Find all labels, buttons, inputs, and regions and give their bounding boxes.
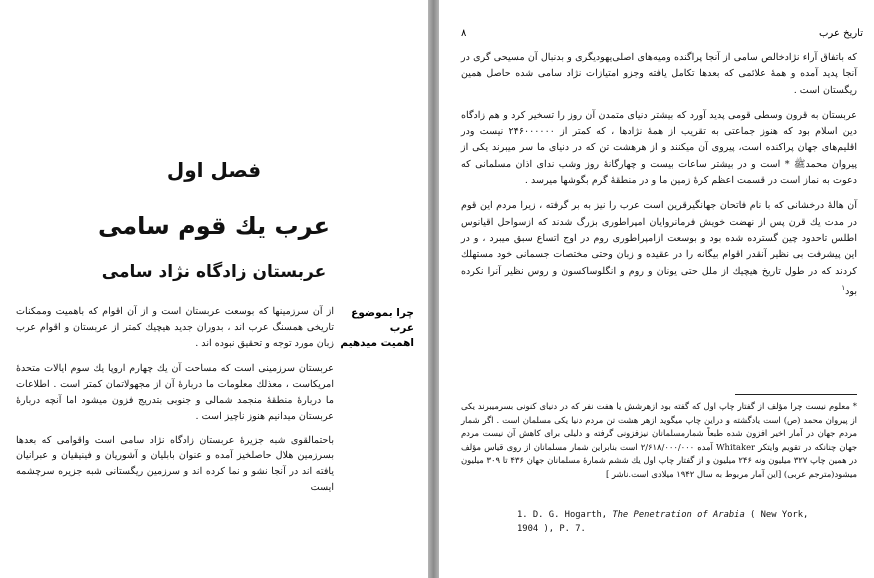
footnote-translator: * معلوم نيست چرا مؤلف از گفتار چاپ اول كه گفته بود ازهرشش يا هفت نفر كه در دنياى كنونى بسرميبرند يكى از پيروان محمد (ص) است يادگشته و دراين چاپ ميگويد ازهر هشت تن مردم دنيا يكى مسلمان است . اگر شمار مردم جهان در آمار اخير افزون شده طبعاً شمارمسلمانان نيزفزونى گرفته و دليلى براى كاهش آن نيست مردم جهان چنانكه در تقويم وايتكر Whitaker آمده ۲/۶۱۸/۰۰۰/۰۰۰ است بنابراين شمار مسلمانان از روى قياس مؤلف در همين چاپ ۳۲۷ ميليون ونه ۲۴۶ ميليون و از گفتار چاپ اول يك ششم شمارهٔ مسلمانان جهان ۴۳۶ تا ۳۰۹ ميليون ميشود(مترجم عربى) [اين آمار مربوط به سال ۱۹۴۲ ميلادى است.ناشر ] xyxy=(461,401,857,479)
side-heading xyxy=(340,306,414,351)
running-title: تاريخ عرب xyxy=(819,28,863,39)
footnote-author: 1. D. G. Hogarth, xyxy=(517,510,608,520)
side-heading-line-1: چرا بموضوع عرب xyxy=(351,307,414,334)
right-body-text xyxy=(461,50,857,300)
footnote-publisher: ( New York, xyxy=(750,510,809,520)
chapter-heading: فصل اول xyxy=(166,158,262,182)
footnote-book-title: The Penetration of Arabia xyxy=(612,510,745,520)
side-heading-line-2: اهميت ميدهيم xyxy=(340,337,414,349)
page-number: ۸ xyxy=(461,28,467,39)
right-paragraph-2: عربستان به قرون وسطى قومى پديد آورد كه بيشتر دنياى متمدن آن روز را تسخير كرد و هم زادگاه دين اسلام بود كه هنوز جماعتى به تقريب از همهٔ نژادها ، كه كمتر از ۲۴۶۰۰۰۰۰۰ نيست ودر اقليم‌هاى جهان پراكنده است، پيروى آن ميكنند و از هرهشت تن كه در دنياى ما سر ميبرند يكى از پيروان محمدﷺ * است و در بيشتر ساعات بيست و چهارگانهٔ روز وشب نداى اذان مسلمانى كه دعوت به نماز است در قسمت اعظم كرهٔ زمين ما و در منطقهٔ گرم بگوشها ميرسد . xyxy=(461,109,857,187)
footnote-rule xyxy=(735,394,857,395)
left-paragraph-2: عربستان سرزمينى است كه مساحت آن يك چهارم اروپا يك سوم اياﻻت متحدهٔ امريكاست ، معذلك معلومات ما دربارهٔ آن از مجهوﻻتمان كمتر است . اطلاعات ما دربارهٔ منطقهٔ منجمد شمالى و جنوبى بتدريج فزون ميشود اما آنچه دربارهٔ عربستان ميدانيم هنوز ناچيز است . xyxy=(16,363,334,422)
left-body-text xyxy=(16,304,334,496)
left-page xyxy=(0,0,428,578)
running-header xyxy=(461,28,863,39)
right-page xyxy=(439,0,874,578)
left-paragraph-1: از آن سرزمينها كه بوسعت عربستان است و از آن اقوام كه باهميت وممكنات تاريخى همسنگ عرب اند ، بدوران جديد هيچيك كمتر از عربستان و اقوام عرب زبان مورد توجه و تحقيق نبوده اند . xyxy=(16,306,334,349)
chapter-title: عرب يك قوم سامى xyxy=(98,212,330,240)
right-paragraph-3-text: آن هالهٔ درخشانى كه با نام فاتحان جهانگيرقرين است عرب را نيز به بر گرفته ، زيرا مردم اين قوم در مدت يك قرن پس از نهضت خويش فرمانروايان امپراطورى بزرگ شدند كه ازسواحل اقيانوس اطلس تاحدود چين گسترده شده بود و بوسعت ازامپراطورى روم در اوج اتساع سبق ميبرد ، و در اين پيشرفت بى نظير آنقدر اقوام بيگانه را در عقيده و زبان وحتى مختصات جسمانى خود مستهلك كردند كه در طول تاريخ هيچيك از ملل حتى يونان و روم و انگلوساكسون و روس نظير آنرا نكرده بود xyxy=(461,200,857,298)
right-paragraph-1: كه باتفاق آراء نژادخالص سامى از آنجا پراگنده وميه‌هاى اصلى‌يهوديگرى و بدنبال آن مسيحى گرى در آنجا پديد آمده و همهٔ علائمى كه بعدها تكامل يافته وجزو امتيازات نژاد سامى شده حاصل همين ريگستان است . xyxy=(461,52,857,96)
right-paragraph-3 xyxy=(461,198,857,300)
left-paragraph-3: باحتمالقوى شبه جزيرهٔ عربستان زادگاه نژاد سامى است واقوامى كه بعدها بسرزمين هلال حاصلخيز آمده و عنوان بابليان و آشوريان و فينيقيان و عبرانيان يافته اند در آنجا نشو و نما كرده اند و سرزمين ريگستانى شبه جزيره سرچشمه ايست xyxy=(16,434,334,493)
book-gutter xyxy=(428,0,439,578)
chapter-subtitle: عربستان زادگاه نژاد سامى xyxy=(101,262,327,282)
footnote-mark: ۱ xyxy=(841,283,846,292)
footnote-reference xyxy=(517,508,817,536)
footnote-year-page: 1904 ), P. 7. xyxy=(517,524,586,534)
